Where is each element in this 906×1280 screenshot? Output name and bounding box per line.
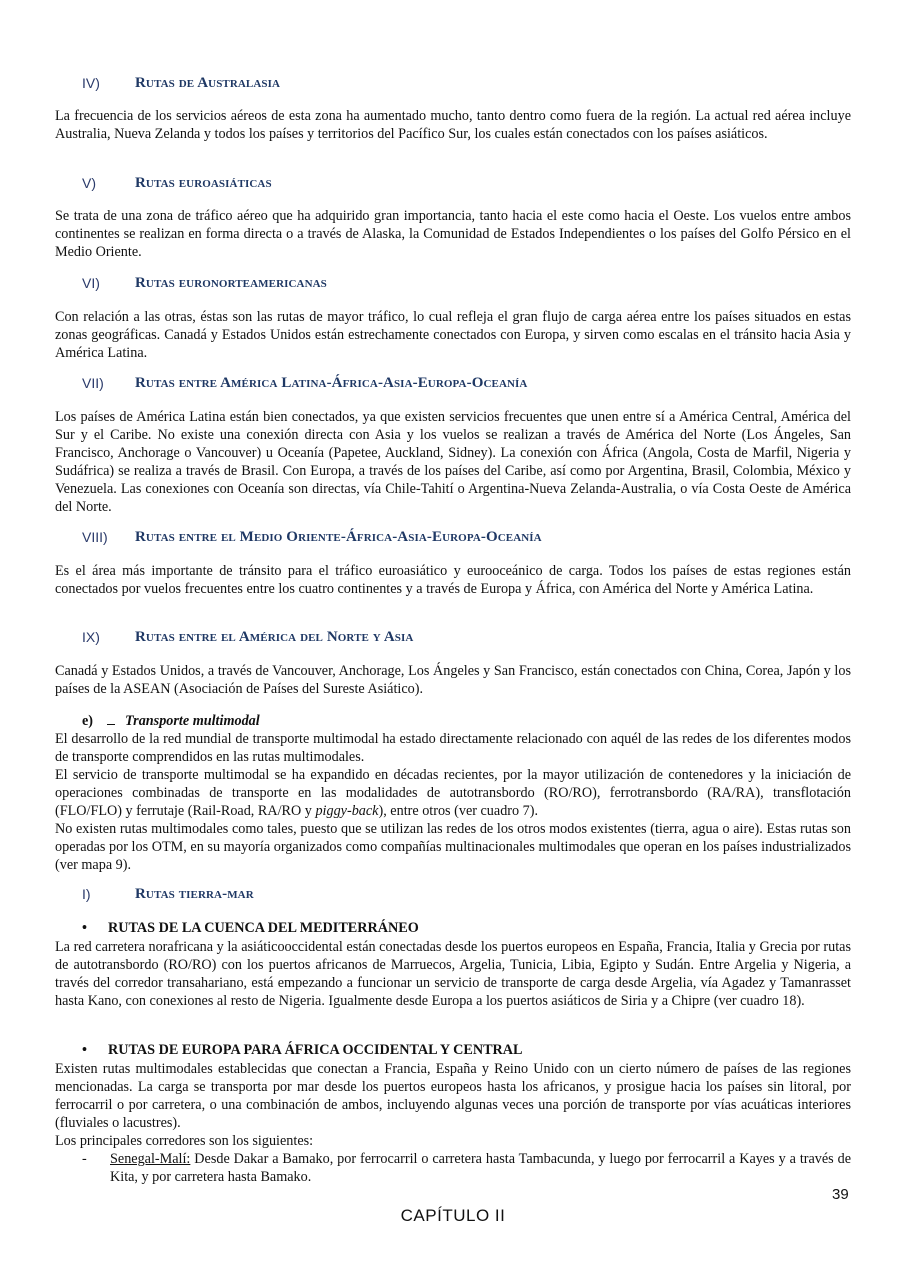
bullet-icon: • [82,1042,87,1058]
section-title: Rutas euroasiáticas [135,175,272,191]
section-number: VII) [82,375,104,391]
section-title: Rutas de Australasia [135,75,281,91]
section-number: VI) [82,275,100,291]
multimodal-paragraph-3: No existen rutas multimodales como tales, puesto que se utilizan las redes de los otros modos existentes (tierra, agua o aire). Estas rutas son operadas por los OTM, en su mayoría organizados como compañías multinacionales multimodales que operan en los países industrializados (ver mapa 9). [55,821,851,873]
bullet-title: RUTAS DE LA CUENCA DEL MEDITERRÁNEO [108,920,419,936]
section-paragraph-iv: La frecuencia de los servicios aéreos de esta zona ha aumentado mucho, tanto dentro como fuera de la región. La actual red aérea incluye Australia, Nueva Zelanda y todos los países y territorios del Pacífico Sur, los cuales están conectados con los países asiáticos. [55,108,851,142]
chapter-footer: CAPÍTULO II [400,1206,506,1225]
section-title: Rutas euronorteamericanas [135,275,327,291]
section-number: IV) [82,75,100,91]
section-paragraph-vii: Los países de América Latina están bien conectados, ya que existen servicios frecuentes que unen entre sí a América Central, América del Sur y el Caribe. No existe una conexión directa con Asia y los vuelos se realizan a través de América del Norte (Los Ángeles, San Francisco, Anchorage o Vancouver) u Oceanía (Papetee, Auckland, Sidney). La conexión con África (Angola, Costa de Marfil, Nigeria y Sudáfrica) se realiza a través de Brasil. Con Europa, a través de los países del Caribe, así como por Argentina, Brasil, Colombia, México y Venezuela. Las conexiones con Oceanía son directas, vía Chile-Tahití o Argentina-Nueva Zelanda-Australia, o vía Costa Oeste de América del Norte. [55,409,851,515]
subsection-title: Transporte multimodal [125,713,260,729]
section-number: VIII) [82,529,108,545]
section-title: Rutas entre el América del Norte y Asia [135,629,414,645]
multimodal-paragraph-2 [55,766,851,820]
page-number: 39 [832,1186,849,1203]
multimodal-paragraph-2-start: El servicio de transporte multimodal se ha expandido en décadas recientes, por la mayor utilización de contenedores y la iniciación de operaciones combinadas de transporte en las modalidades de autotransbordo (RO/RO), ferrotransbordo (RA/RA), transflotación (FLO/FLO) y ferrutaje (Rail-Road, RA/RO y [55,767,851,819]
dash-marker: - [82,1151,87,1167]
section-paragraph-vi: Con relación a las otras, éstas son las rutas de mayor tráfico, lo cual refleja el gran flujo de carga aérea entre los países situados en estas zonas geográficas. Canadá y Estados Unidos están estrechamente conectados con Europa, y sirven como escalas en el tránsito hacia Asia y América Latina. [55,309,851,361]
bullet-title: RUTAS DE EUROPA PARA ÁFRICA OCCIDENTAL Y CENTRAL [108,1042,523,1058]
piggy-back-term: piggy-back [315,803,379,819]
corridor-description: Desde Dakar a Bamako, por ferrocarril o carretera hasta Tambacunda, y luego por ferrocarril a Kayes y a través de Kita, y por carretera hasta Bamako. [110,1151,851,1185]
africa-paragraph: Existen rutas multimodales establecidas que conectan a Francia, España y Reino Unido con un cierto número de países de las regiones mencionadas. La carga se transporta por mar desde los puertos europeos hasta los africanos, y prosigue hacia los países sin litoral, por ferrocarril o por carretera, o una combinación de ambos, incluyendo algunas veces una porción de transporte por vías acuáticas interiores (fluviales o lacustres). [55,1061,851,1131]
section-paragraph-ix: Canadá y Estados Unidos, a través de Vancouver, Anchorage, Los Ángeles y San Francisco, están conectados con China, Corea, Japón y los países de la ASEAN (Asociación de Países del Sureste Asiático). [55,663,851,697]
section-title: Rutas tierra-mar [135,886,254,902]
corridor-item-senegal-mali [82,1150,851,1186]
section-number: I) [82,886,91,902]
mediterraneo-paragraph: La red carretera norafricana y la asiáticooccidental están conectadas desde los puertos europeos en España, Francia, Italia y Grecia por rutas de autotransbordo (RO/RO) con los puertos africanos de Marruecos, Argelia, Tunicia, Libia, Egipto y Sudán. Entre Argelia y Nigeria, a través del corredor transahariano, está empezando a funcionar un servicio de transporte de carga desde Argelia, vía Agadez y Tamanrasset hasta Kano, con conexiones al resto de Nigeria. Igualmente desde Europa a los puertos asiáticos de Siria y a Chipre (ver cuadro 18). [55,939,851,1009]
section-number: V) [82,175,96,191]
subsection-heading-multimodal [82,712,260,730]
section-paragraph-v: Se trata de una zona de tráfico aéreo que ha adquirido gran importancia, tanto hacia el este como hacia el Oeste. Los vuelos entre ambos continentes se realizan en forma directa o a través de Alaska, la Comunidad de Estados Independientes o los países del Golfo Pérsico en el Medio Oriente. [55,208,851,260]
bullet-heading-mediterraneo [82,920,419,937]
blank-underline [107,712,115,725]
subsection-letter: e) [82,713,94,729]
multimodal-paragraph-1: El desarrollo de la red mundial de transporte multimodal ha estado directamente relacionado con aquél de las redes de los diferentes modos de transporte comprendidos en las rutas multimodales. [55,731,851,765]
bullet-heading-africa [82,1042,523,1059]
section-paragraph-viii: Es el área más importante de tránsito para el tráfico euroasiático y eurooceánico de carga. Todos los países de estas regiones están conectados por vuelos frecuentes entre los cuatro continentes y a través de Europa y África, con América del Norte y América Latina. [55,563,851,597]
bullet-icon: • [82,920,87,936]
corridor-text [110,1150,851,1186]
corridor-name: Senegal-Malí: [110,1151,191,1167]
section-title: Rutas entre el Medio Oriente-África-Asia-Europa-Oceanía [135,529,542,545]
section-title: Rutas entre América Latina-África-Asia-Europa-Oceanía [135,375,528,391]
corridors-intro: Los principales corredores son los siguientes: [55,1133,314,1149]
section-number: IX) [82,629,100,645]
multimodal-paragraph-2-end: ), entre otros (ver cuadro 7). [378,803,539,819]
